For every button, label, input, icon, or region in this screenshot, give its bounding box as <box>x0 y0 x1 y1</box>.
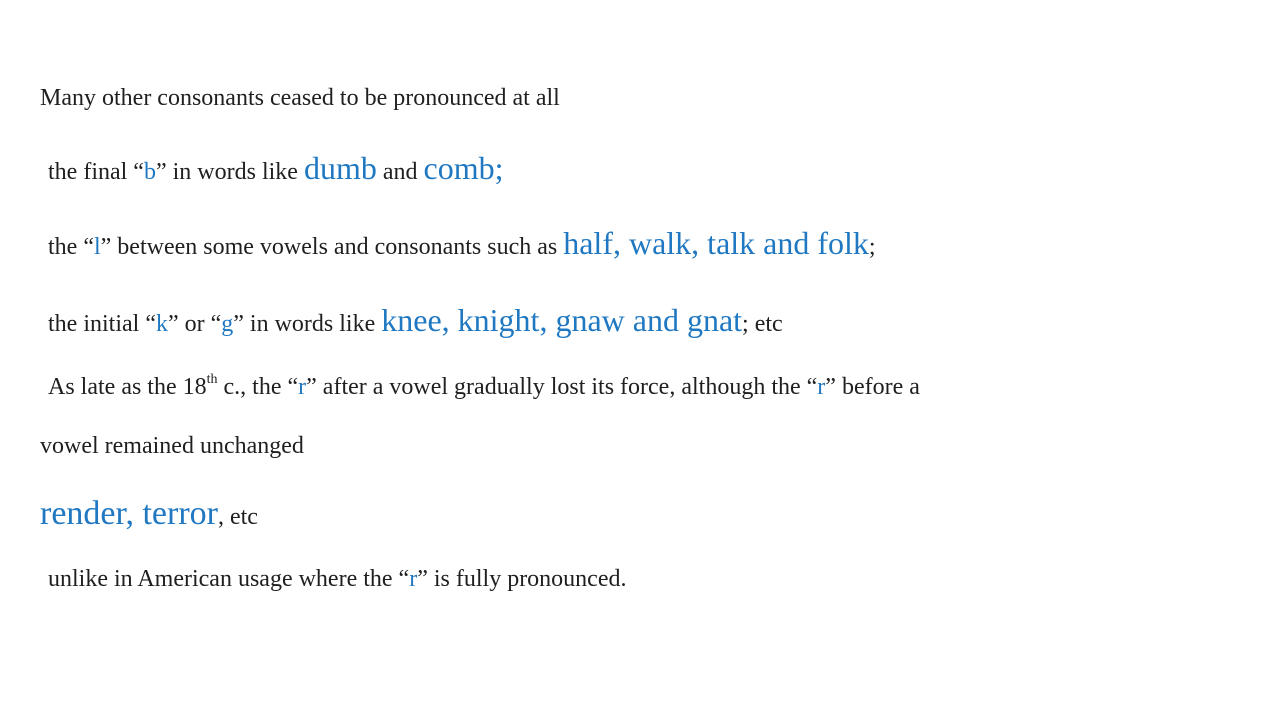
text-segment: the initial “ <box>48 311 156 337</box>
text-segment: ” is fully pronounced. <box>417 566 627 592</box>
highlight-letter: r <box>817 374 826 400</box>
highlight-letter: b <box>143 159 156 185</box>
text-line-18th-century <box>48 374 920 402</box>
text-line-render-terror <box>40 494 258 533</box>
example-words: render, terror <box>40 495 218 532</box>
text-segment: As late as the 18 <box>48 374 207 400</box>
intro-text: Many other consonants ceased to be pronounced at all <box>40 85 560 111</box>
text-segment: ” before a <box>825 374 920 400</box>
text-segment: unlike in American usage where the “ <box>48 566 410 592</box>
text-segment: ” between some vowels and consonants such as <box>100 234 564 260</box>
text-segment: and <box>376 159 424 185</box>
highlight-letter: k <box>155 311 168 337</box>
example-word: comb; <box>423 150 504 186</box>
text-line-l-between <box>48 225 876 262</box>
example-words: half, walk, talk and folk <box>563 225 869 261</box>
text-line-vowel-unchanged <box>40 433 304 461</box>
text-segment: ” or “ <box>167 311 222 337</box>
text-line-final-b <box>48 150 503 187</box>
text-segment: ” in words like <box>155 159 304 185</box>
text-line-consonants-intro <box>40 85 560 113</box>
highlight-letter: r <box>298 374 307 400</box>
example-word: dumb <box>303 150 377 186</box>
text-segment: , etc <box>217 504 258 530</box>
highlight-letter: r <box>409 566 418 592</box>
text-segment: ; etc <box>742 311 783 337</box>
text-segment: ” in words like <box>233 311 382 337</box>
text-line-american-usage <box>48 566 627 594</box>
example-words: knee, knight, gnaw and gnat <box>381 302 743 338</box>
text-segment: the “ <box>48 234 94 260</box>
text-segment: the final “ <box>48 159 144 185</box>
text-segment: vowel remained unchanged <box>40 433 304 459</box>
text-line-initial-k-g <box>48 302 783 339</box>
highlight-letter: l <box>93 234 101 260</box>
highlight-letter: g <box>221 311 234 337</box>
text-segment: ; <box>868 234 876 260</box>
text-segment: ” after a vowel gradually lost its force, although the “ <box>306 374 818 400</box>
ordinal-superscript: th <box>206 372 218 387</box>
text-segment: c., the “ <box>217 374 299 400</box>
